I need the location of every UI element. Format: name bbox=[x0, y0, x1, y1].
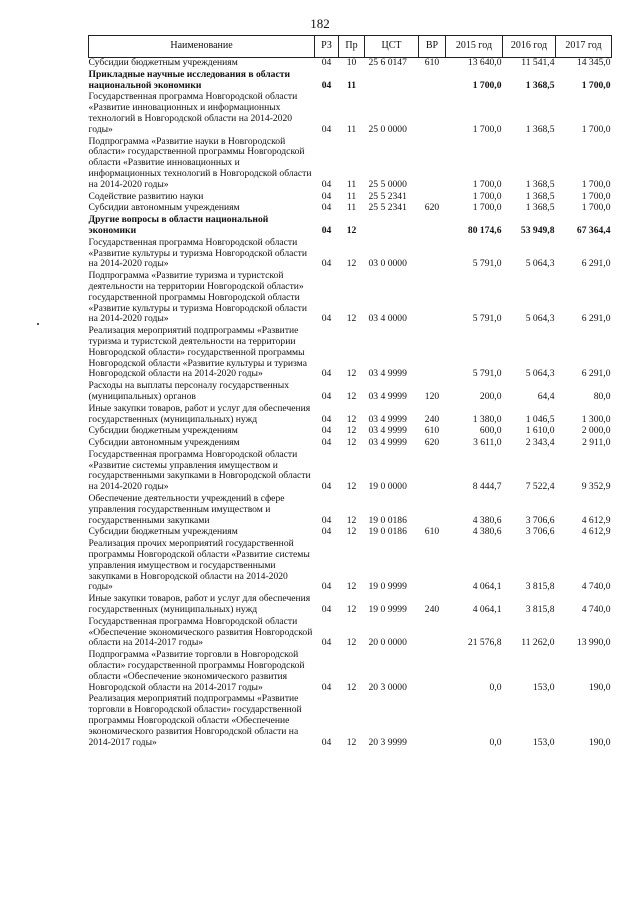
row-vr: 620 bbox=[424, 202, 440, 214]
row-name: Обеспечение деятельности учреждений в сфере управления государственным имуществом и государственными закупками bbox=[88, 493, 285, 526]
table-body bbox=[89, 58, 612, 750]
row-name: Государственная программа Новгородской области «Развитие инновационных и информационных технологий в Новгородской области на 2014-2020 годы» bbox=[88, 91, 298, 135]
header-2017: 2017 год bbox=[556, 36, 612, 58]
row-2015: 4 064,1 bbox=[472, 604, 502, 616]
row-pr: 10 bbox=[346, 57, 357, 68]
row-2016: 2 343,4 bbox=[525, 437, 555, 449]
row-rz: 04 bbox=[321, 681, 332, 693]
row-pr: 12 bbox=[346, 481, 357, 493]
row-vr bbox=[419, 70, 446, 93]
row-cst: 03 0 0000 bbox=[368, 258, 407, 270]
row-name: Иные закупки товаров, работ и услуг для обеспечения государственных (муниципальных) нужд bbox=[88, 402, 311, 425]
row-vr bbox=[419, 215, 446, 238]
row-cst: 19 0 0186 bbox=[368, 526, 407, 538]
header-vr: ВР bbox=[419, 36, 446, 58]
table-row bbox=[89, 215, 612, 238]
row-pr: 12 bbox=[346, 224, 357, 236]
row-name: Реализация прочих мероприятий государственной программы Новгородской области «Развитие системы управления имуществом и государственными закупками в Новгородской области на 2014-2020 годы» bbox=[88, 538, 310, 593]
row-2015: 1 700,0 bbox=[472, 123, 502, 135]
table-row bbox=[89, 694, 612, 749]
row-vr bbox=[419, 450, 446, 494]
row-name: Другие вопросы в области национальной экономики bbox=[88, 214, 269, 236]
row-cst: 03 4 9999 bbox=[368, 390, 407, 402]
row-2016: 153,0 bbox=[532, 681, 555, 693]
table-header-row bbox=[89, 36, 612, 58]
row-name: Подпрограмма «Развитие туризма и туристской деятельности на территории Новгородской области» государственной программы Новгородской области «Развитие культуры и туризма Новгородской области на 2014-2020 годы» bbox=[88, 270, 307, 325]
row-2016: 5 064,3 bbox=[525, 258, 555, 270]
row-name: Расходы на выплаты персоналу государственных (муниципальных) органов bbox=[88, 380, 290, 402]
row-vr bbox=[419, 271, 446, 326]
row-rz: 04 bbox=[321, 57, 332, 68]
row-2015: 0,0 bbox=[489, 736, 502, 748]
row-2016: 53 949,8 bbox=[520, 224, 555, 236]
table-row bbox=[89, 271, 612, 326]
row-2017: 1 700,0 bbox=[581, 178, 611, 190]
row-vr: 610 bbox=[424, 425, 440, 437]
row-cst: 03 4 9999 bbox=[368, 413, 407, 425]
table-row bbox=[89, 92, 612, 136]
row-2016: 11 262,0 bbox=[521, 637, 555, 649]
row-rz: 04 bbox=[321, 313, 332, 325]
row-2017: 6 291,0 bbox=[581, 368, 611, 380]
row-2017: 4 612,9 bbox=[581, 514, 611, 526]
row-2016: 1 610,0 bbox=[525, 425, 555, 437]
row-cst bbox=[365, 215, 419, 238]
row-2017: 4 612,9 bbox=[581, 526, 611, 538]
row-rz: 04 bbox=[321, 368, 332, 380]
table-row bbox=[89, 404, 612, 427]
row-2016: 3 815,8 bbox=[525, 581, 555, 593]
row-rz: 04 bbox=[321, 79, 332, 91]
row-pr: 12 bbox=[346, 413, 357, 425]
row-cst: 03 4 9999 bbox=[368, 437, 407, 449]
row-vr bbox=[419, 694, 446, 749]
row-name: Реализация мероприятий подпрограммы «Развитие торговли в Новгородской области» государственной программы Новгородской области «Обеспечение экономического развития Новгородской области на 2014-2017 годы» bbox=[88, 693, 302, 748]
row-2015: 4 380,6 bbox=[472, 514, 502, 526]
row-2016: 5 064,3 bbox=[525, 313, 555, 325]
row-rz: 04 bbox=[321, 514, 332, 526]
row-2015: 1 700,0 bbox=[472, 79, 502, 91]
row-2016: 3 815,8 bbox=[525, 604, 555, 616]
row-pr: 12 bbox=[346, 681, 357, 693]
header-rz: РЗ bbox=[315, 36, 339, 58]
row-pr: 12 bbox=[346, 313, 357, 325]
row-rz: 04 bbox=[321, 437, 332, 449]
row-cst: 20 3 0000 bbox=[368, 681, 407, 693]
row-2017: 190,0 bbox=[588, 736, 611, 748]
row-cst: 19 0 9999 bbox=[368, 581, 407, 593]
row-rz: 04 bbox=[321, 481, 332, 493]
row-2015: 1 700,0 bbox=[472, 202, 502, 214]
row-pr: 12 bbox=[346, 425, 357, 437]
row-pr: 12 bbox=[346, 526, 357, 538]
row-rz: 04 bbox=[321, 736, 332, 748]
row-name: Субсидии автономным учреждениям bbox=[88, 202, 240, 214]
row-name: Государственная программа Новгородской области «Развитие культуры и туризма Новгородской области на 2014-2020 годы» bbox=[88, 236, 307, 270]
row-vr bbox=[419, 650, 446, 694]
row-cst: 19 0 0000 bbox=[368, 481, 407, 493]
row-name: Субсидии бюджетным учреждениям bbox=[88, 425, 238, 437]
row-2017: 6 291,0 bbox=[581, 258, 611, 270]
row-2016: 1 368,5 bbox=[525, 123, 555, 135]
table-row bbox=[89, 326, 612, 381]
row-2017: 13 990,0 bbox=[576, 637, 611, 649]
row-vr: 610 bbox=[424, 526, 440, 538]
row-2016: 3 706,6 bbox=[525, 514, 555, 526]
row-2016: 11 541,4 bbox=[521, 57, 555, 68]
row-pr: 12 bbox=[346, 604, 357, 616]
row-2016: 1 368,5 bbox=[525, 178, 555, 190]
row-2015: 4 380,6 bbox=[472, 526, 502, 538]
row-pr: 11 bbox=[346, 79, 357, 91]
row-2017: 4 740,0 bbox=[581, 604, 611, 616]
row-name: Государственная программа Новгородской области «Обеспечение экономического развития Новгородской области на 2014-2017 годы» bbox=[88, 615, 313, 649]
table-row bbox=[89, 594, 612, 617]
row-2015: 600,0 bbox=[479, 425, 502, 437]
row-2017: 190,0 bbox=[588, 681, 611, 693]
row-2017: 1 700,0 bbox=[581, 190, 611, 202]
row-name: Содействие развитию науки bbox=[88, 190, 204, 202]
row-name: Подпрограмма «Развитие торговли в Новгородской области» государственной программы Новгородской области «Обеспечение экономического развития Новгородской области на 2014-2017 годы» bbox=[88, 649, 305, 693]
row-rz: 04 bbox=[321, 413, 332, 425]
row-2015: 1 700,0 bbox=[472, 178, 502, 190]
row-cst: 20 0 0000 bbox=[368, 637, 407, 649]
row-2015: 8 444,7 bbox=[472, 481, 502, 493]
row-2017: 4 740,0 bbox=[581, 581, 611, 593]
row-2016: 1 368,5 bbox=[525, 190, 555, 202]
header-2015: 2015 год bbox=[446, 36, 503, 58]
row-pr: 12 bbox=[346, 637, 357, 649]
row-2016: 64,4 bbox=[537, 390, 555, 402]
row-vr bbox=[419, 539, 446, 594]
row-pr: 12 bbox=[346, 514, 357, 526]
row-cst: 03 4 9999 bbox=[368, 368, 407, 380]
header-name: Наименование bbox=[89, 36, 315, 58]
row-name: Прикладные научные исследования в области национальной экономики bbox=[88, 68, 290, 91]
row-2015: 200,0 bbox=[479, 390, 502, 402]
row-rz: 04 bbox=[321, 178, 332, 190]
row-pr: 11 bbox=[346, 178, 357, 190]
row-2017: 80,0 bbox=[593, 390, 611, 402]
row-2015: 1 380,0 bbox=[472, 413, 502, 425]
table-row bbox=[89, 650, 612, 694]
row-2017: 2 000,0 bbox=[581, 425, 611, 437]
row-vr bbox=[419, 326, 446, 381]
table-row bbox=[89, 539, 612, 594]
row-cst: 25 5 2341 bbox=[368, 190, 407, 202]
row-vr bbox=[419, 92, 446, 136]
row-name: Иные закупки товаров, работ и услуг для обеспечения государственных (муниципальных) нужд bbox=[88, 593, 311, 616]
row-cst: 03 4 9999 bbox=[368, 425, 407, 437]
table-row bbox=[89, 238, 612, 271]
row-cst: 25 6 0147 bbox=[368, 57, 407, 68]
row-2016: 5 064,3 bbox=[525, 368, 555, 380]
row-pr: 12 bbox=[346, 258, 357, 270]
row-rz: 04 bbox=[321, 526, 332, 538]
row-pr: 12 bbox=[346, 368, 357, 380]
table-row bbox=[89, 494, 612, 527]
row-vr: 610 bbox=[424, 57, 440, 68]
row-2017: 9 352,9 bbox=[581, 481, 611, 493]
row-cst: 25 5 0000 bbox=[368, 178, 407, 190]
row-2015: 4 064,1 bbox=[472, 581, 502, 593]
row-pr: 11 bbox=[346, 190, 357, 202]
row-2017: 2 911,0 bbox=[582, 437, 611, 449]
row-rz: 04 bbox=[321, 581, 332, 593]
table-row bbox=[89, 381, 612, 404]
header-cst: ЦСТ bbox=[365, 36, 419, 58]
row-name: Субсидии бюджетным учреждениям bbox=[88, 57, 238, 68]
header-pr: Пр bbox=[339, 36, 365, 58]
row-pr: 11 bbox=[346, 202, 357, 214]
row-rz: 04 bbox=[321, 224, 332, 236]
row-2016: 153,0 bbox=[532, 736, 555, 748]
row-2017: 6 291,0 bbox=[581, 313, 611, 325]
row-2016: 1 368,5 bbox=[525, 79, 555, 91]
page-number: 182 bbox=[310, 16, 330, 31]
row-pr: 12 bbox=[346, 736, 357, 748]
row-2017: 1 700,0 bbox=[581, 123, 611, 135]
row-cst: 25 0 0000 bbox=[368, 123, 407, 135]
row-rz: 04 bbox=[321, 123, 332, 135]
budget-table bbox=[88, 35, 612, 749]
row-vr: 620 bbox=[424, 437, 440, 449]
row-pr: 12 bbox=[346, 390, 357, 402]
row-pr: 12 bbox=[346, 437, 357, 449]
row-2016: 3 706,6 bbox=[525, 526, 555, 538]
row-2017: 14 345,0 bbox=[576, 57, 611, 68]
margin-mark bbox=[37, 323, 39, 325]
row-vr bbox=[419, 238, 446, 271]
table-row bbox=[89, 70, 612, 93]
row-2017: 67 364,4 bbox=[576, 224, 611, 236]
row-cst: 03 4 0000 bbox=[368, 313, 407, 325]
row-2015: 5 791,0 bbox=[472, 313, 502, 325]
row-rz: 04 bbox=[321, 637, 332, 649]
row-cst: 19 0 0186 bbox=[368, 514, 407, 526]
table-row bbox=[89, 617, 612, 650]
row-name: Субсидии автономным учреждениям bbox=[88, 437, 240, 449]
row-2016: 1 046,5 bbox=[525, 413, 555, 425]
row-vr bbox=[419, 494, 446, 527]
row-rz: 04 bbox=[321, 258, 332, 270]
row-vr bbox=[419, 617, 446, 650]
row-2017: 1 700,0 bbox=[581, 79, 611, 91]
table-row bbox=[89, 58, 612, 70]
row-name: Подпрограмма «Развитие науки в Новгородской области» государственной программы Новгородской области «Развитие инновационных и информационных технологий в Новгородской области на 2014-2020 годы» bbox=[88, 135, 312, 190]
row-rz: 04 bbox=[321, 390, 332, 402]
row-vr: 240 bbox=[424, 413, 440, 425]
row-2017: 1 700,0 bbox=[581, 202, 611, 214]
row-cst: 25 5 2341 bbox=[368, 202, 407, 214]
row-cst bbox=[365, 70, 419, 93]
row-cst: 19 0 9999 bbox=[368, 604, 407, 616]
row-2015: 21 576,8 bbox=[467, 637, 502, 649]
row-name: Субсидии бюджетным учреждениям bbox=[88, 526, 238, 538]
row-2015: 5 791,0 bbox=[472, 258, 502, 270]
row-2015: 5 791,0 bbox=[472, 368, 502, 380]
row-name: Государственная программа Новгородской области «Развитие системы управления имуществом и государственными закупками в Новгородской области на 2014-2020 годы» bbox=[88, 448, 311, 493]
header-2016: 2016 год bbox=[503, 36, 556, 58]
row-2015: 13 640,0 bbox=[467, 57, 502, 68]
table-row bbox=[89, 450, 612, 494]
row-2017: 1 300,0 bbox=[581, 413, 611, 425]
row-pr: 12 bbox=[346, 581, 357, 593]
row-cst: 20 3 9999 bbox=[368, 736, 407, 748]
row-2015: 0,0 bbox=[489, 681, 502, 693]
row-2015: 1 700,0 bbox=[472, 190, 502, 202]
row-rz: 04 bbox=[321, 202, 332, 214]
row-vr: 240 bbox=[424, 604, 440, 616]
row-2015: 3 611,0 bbox=[473, 437, 502, 449]
row-pr: 11 bbox=[346, 123, 357, 135]
row-vr bbox=[419, 137, 446, 192]
row-vr: 120 bbox=[424, 390, 440, 402]
row-2016: 7 522,4 bbox=[525, 481, 555, 493]
row-rz: 04 bbox=[321, 425, 332, 437]
row-2016: 1 368,5 bbox=[525, 202, 555, 214]
row-2015: 80 174,6 bbox=[467, 224, 502, 236]
row-rz: 04 bbox=[321, 604, 332, 616]
row-rz: 04 bbox=[321, 190, 332, 202]
row-name: Реализация мероприятий подпрограммы «Развитие туризма и туристской деятельности на территории Новгородской области» государственной программы Новгородской области «Развитие культуры и туризма Новгородской области на 2014-2020 годы» bbox=[88, 325, 307, 380]
table-row bbox=[89, 137, 612, 192]
